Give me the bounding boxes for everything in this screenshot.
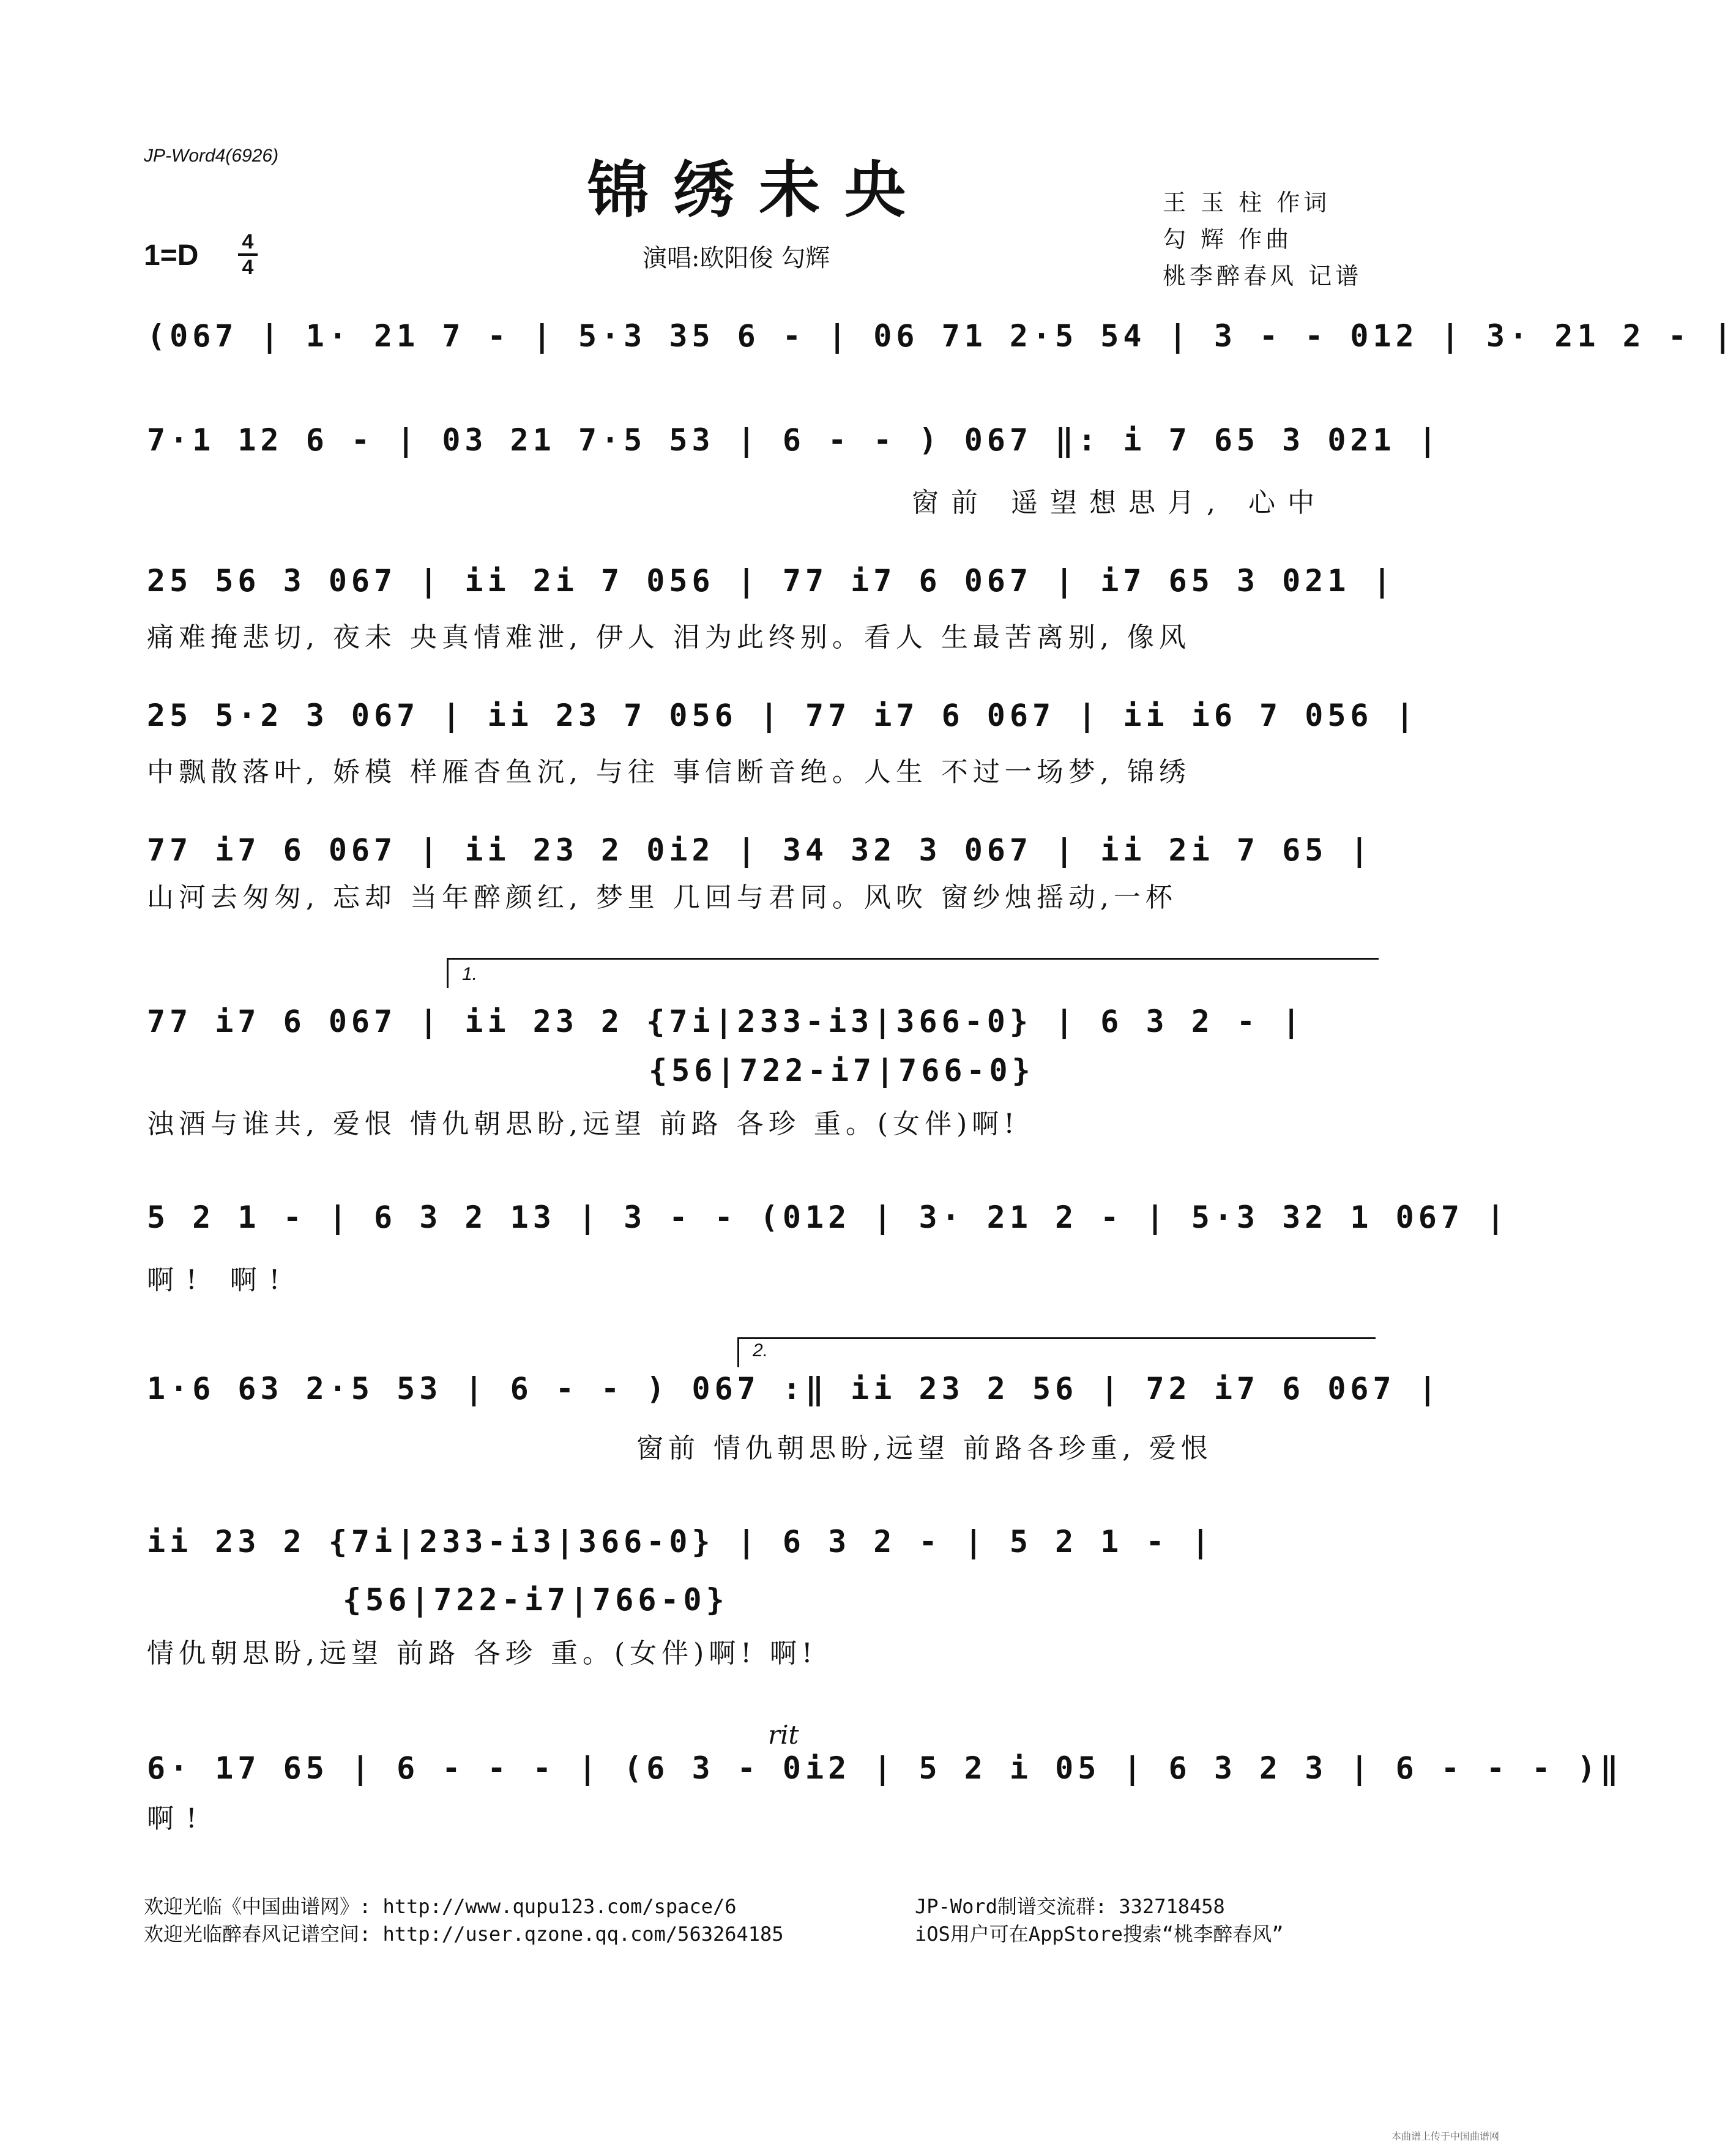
system-9-lower-voice: {56|722-i7|766-0} [343,1582,729,1618]
volta-second-label: 2. [753,1340,769,1361]
system-2-notes: 7·1 12 6 - | 03 21 7·5 53 | 6 - - ) 067 ‖: i 7 65 3 021 | [147,422,1441,458]
time-signature-top: 4 [242,230,254,253]
system-6-notes: 77 i7 6 067 | ii 23 2 {7i|233-i3|366-0} | 6 3 2 - | [147,1004,1305,1039]
system-8-notes: 1·6 63 2·5 53 | 6 - - ) 067 :‖ ii 23 2 56 | 72 i7 6 067 | [147,1371,1441,1406]
system-8-lyrics: 窗前 情仇朝思盼,远望 前路各珍重, 爱恨 [636,1433,1213,1464]
key-signature: 1=D [144,239,199,272]
time-signature [236,231,260,278]
lyricist-credit: 王 玉 柱 作词 [1163,189,1331,216]
generator-label: JP-Word4(6926) [144,146,279,166]
footer-qzone-link: 欢迎光临醉春风记谱空间: http://user.qzone.qq.com/563264185 [144,1922,784,1946]
system-1-notes: (067 | 1· 21 7 - | 5·3 35 6 - | 06 71 2·5 54 | 3 - - 012 | 3· 21 2 - | [147,318,1736,354]
system-10-lyrics: 啊! [147,1803,209,1834]
system-5-lyrics: 山河去匆匆, 忘却 当年醉颜红, 梦里 几回与君同。风吹 窗纱烛摇动,一杯 [147,882,1177,913]
system-9-lyrics: 情仇朝思盼,远望 前路 各珍 重。(女伴)啊! 啊! [147,1638,818,1669]
volta-second-bracket [737,1337,1376,1367]
composer-credit: 勾 辉 作曲 [1163,226,1293,253]
footer-ios: iOS用户可在AppStore搜索“桃李醉春风” [915,1922,1284,1946]
system-7-lyrics: 啊! 啊! [147,1264,292,1296]
system-2-lyrics: 窗前 遥望想思月, 心中 [912,487,1327,518]
tempo-mark-rit: rit [768,1720,799,1750]
system-4-notes: 25 5·2 3 067 | ii 23 7 056 | 77 i7 6 067 | ii i6 7 056 | [147,698,1418,733]
volta-first-label: 1. [462,964,478,984]
system-4-lyrics: 中飘散落叶, 娇模 样雁杳鱼沉, 与往 事信断音绝。人生 不过一场梦, 锦绣 [147,756,1191,788]
system-10-notes: 6· 17 65 | 6 - - - | (6 3 - 0i2 | 5 2 i 05 | 6 3 2 3 | 6 - - - )‖ [147,1750,1623,1786]
system-7-notes: 5 2 1 - | 6 3 2 13 | 3 - - (012 | 3· 21 2 - | 5·3 32 1 067 | [147,1200,1510,1235]
system-3-lyrics: 痛难掩悲切, 夜未 央真情难泄, 伊人 泪为此终别。看人 生最苦离别, 像风 [147,622,1191,653]
time-signature-bottom: 4 [242,256,254,279]
system-5-notes: 77 i7 6 067 | ii 23 2 0i2 | 34 32 3 067 | ii 2i 7 65 | [147,832,1373,868]
system-6-lower-voice: {56|722-i7|766-0} [649,1053,1035,1088]
system-3-notes: 25 56 3 067 | ii 2i 7 056 | 77 i7 6 067 | i7 65 3 021 | [147,563,1396,599]
volta-first-bracket [447,958,1379,988]
transcriber-credit: 桃李醉春风 记谱 [1163,263,1363,289]
song-title: 锦绣未央 [587,154,930,226]
system-6-lyrics: 浊酒与谁共, 爱恨 情仇朝思盼,远望 前路 各珍 重。(女伴)啊! [147,1108,1019,1140]
system-9-notes: ii 23 2 {7i|233-i3|366-0} | 6 3 2 - | 5 2 1 - | [147,1524,1214,1559]
upload-stamp: 本曲谱上传于中国曲谱网 [1391,2130,1499,2142]
footer-group: JP-Word制谱交流群: 332718458 [915,1895,1225,1918]
footer-site-link: 欢迎光临《中国曲谱网》: http://www.qupu123.com/space/6 [144,1895,737,1918]
singer-credit: 演唱:欧阳俊 勾辉 [643,244,830,272]
